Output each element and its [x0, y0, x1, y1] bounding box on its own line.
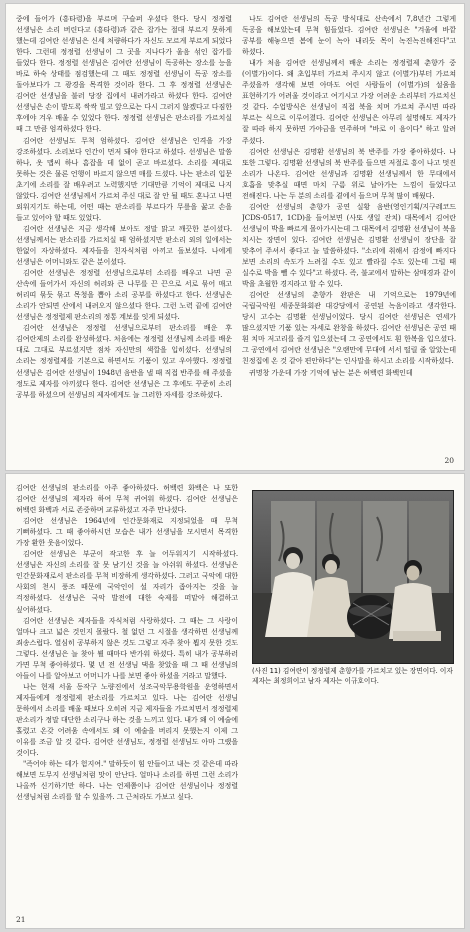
lesson-photo [252, 490, 454, 664]
paragraph: 내가 처음 김여란 선생님께서 배운 소리는 정정렬제 춘향가 중 (이별가)이다. 왜 초입부터 가르쳐 주시지 않고 (이별가)부터 가르쳐 주셨을까 생각해 보면 아마도 여린 사람들이 (이별가)의 설움을 표현하기가 어려울 것이라고 여기시고 가장 어려운 소리부터 가르치신 것 같다. 수업방식은 선생님이 직접 북을 치며 가르쳐 주시면 따라 부르는 식으로 이루어졌다. 김여란 선생님은 아무리 설명해도 제자가 잘 따라 하지 못하면 가야금을 연주하며 "바로 이 음이다" 하고 알려 주셨다. [242, 58, 456, 145]
paragraph: 김여란 선생님도 무척 엄하셨다. 김여란 선생님은 인격을 가장 강조하셨다. 소리보다 인간이 먼저 돼야 한다고 하셨다. 선생님은 말씀 하나, 옷 맵씨 하나 흠잡을 데 없이 곧고 바르셨다. 소리를 제대로 못하는 것은 물론 언행이 바르지 않으면 매를 드셨다. 나는 판소리 입문 초기에 소리를 잘 배우려고 노력했지만 기대만큼 기억이 제대로 나지 않았다. 김여란 선생님께서 가르쳐 주신 대로 잘 안 될 때도 혼나고 나면 외워지기도 하는데, 어떤 때는 판소리를 부르다가 무릎을 꿇고 손을 들고 있어야 할 때도 있었다. [16, 135, 232, 222]
paragraph: 김여란 선생님의 판소리를 아주 좋아하셨다. 허백련 화백은 나 또한 김여란 선생님의 제자라 하여 무척 귀여워 하셨다. 김여란 선생님은 허백련 화백과 서로 존중하며 교류하셨고 자주 만나셨다. [16, 483, 238, 515]
paragraph: 김여란 선생님은 부군이 작고한 후 늘 어두워지기 시작하셨다. 선생님은 자신의 소리를 잘 못 남기신 것을 늘 아쉬워 하셨다. 선생님은 인간문화재로서 판소리를 무척 비장하게 생각하셨다. 그러고 국악에 대한 사회의 천시 풍조 때문에 국악인이 설 자리가 좁아지는 것을 늘 걱정하셨다. 선생님은 국악 발전에 대한 숙제를 떠맡아 해결하고 싶어하셨다. [16, 549, 238, 614]
right-text-column [242, 13, 456, 449]
page-number: 21 [16, 915, 26, 924]
paragraph: "즉어야 하는 데가 험지여." 말하듯이 힘 안들이고 내는 것 같은데 따라 해보면 도무지 선생님처럼 맛이 안난다. 얼마나 소리를 하면 그런 소리가 나올까 신기하기만 하다. 나는 언제쯤이나 김여란 선생님이나 정정렬 선생님처럼 소리를 할 수 있을까. 그 근처라도 가보고 싶다. [16, 759, 238, 802]
paragraph: 김여란 선생님은 지금 생각해 보아도 정말 맑고 깨끗한 분이셨다. 선생님께서는 판소리를 가르치실 때 엄하셨지만 판소리 외의 일에서는 한없이 자상하셨다. 제자들을 친자식처럼 아끼고 돌보셨다. 나에게 선생님은 어머니와도 같은 분이셨다. [16, 223, 232, 267]
paragraph: 귀명창 가운데 가장 기억에 남는 분은 허백련 화백인데 [249, 367, 413, 377]
paragraph: 김여란 선생님은 제자들을 자식처럼 사랑하셨다. 그 때는 그 사랑이 얼마나 크고 넓은 것인지 몰랐다. 철 없던 그 시절을 생각하면 선생님께 죄송스럽다. 열심히 공부하지 않은 것도 그렇고 자주 찾아 뵙지 못한 것도 그렇다. 선생님은 늘 찾아 뵐 때마다 반가워 하셨다. 특히 내가 공부하러 가면 무척 좋아하셨다. 몇 년 전 선생님 댁을 찾았을 때 그 때 선생님의 아들이 나를 알아보고 어머니가 나를 보면 좋아 하셨을 거라고 말했다. [16, 615, 238, 680]
lesson-photo-image [253, 491, 453, 663]
paragraph: 김여란 선생님은 정정렬 선생님으로부터 판소리를 배운 후 김여란제의 소리를 완성하셨다. 처음에는 정정렬 선생님께 소리를 배운 대로 그대로 부르셨지만 점차 자신만의 색깔을 입히셨다. 선생님의 소리는 정정렬제를 기본으로 하면서도 기품이 있고 우아했다. 정정렬 선생님은 김여란 선생님이 1948년 음반을 낼 때 직접 반주를 해 주셨을 정도로 제자를 아끼셨다 한다. 김여란 선생님은 그 후에도 꾸준히 소리 공부를 하셨으며 선생님의 제자에게도 늘 그러한 자세를 강조하셨다. [16, 323, 232, 399]
left-text-column [16, 482, 238, 908]
paragraph: 김여란 선생님의 춘향가 공연 실황 음반(영인기획/지구레코드 JCDS-0517, 1CD)을 들어보면 (사또 생일 잔치) 대목에서 김여란 선생님이 박을 빠르게 몰아가시는데 그 대목에서 김명환 선생님이 북을 치시는 장면이 있다. 김여란 선생님은 김명환 선생님이 장단을 잘 맞추어 주셔서 좋다고 늘 말씀하셨다. "소리에 취해서 감정에 빠지다 보면 소리의 속도가 느려질 수도 있고 빨라질 수도 있는데 그럴 때 실수로 박을 뺄 수 있다"고 하셨다. 즉, 불교에서 말하는 삼매경과 같이 박을 초월한 경지라고 할 수 있다. [242, 201, 456, 289]
page-number: 20 [444, 456, 454, 465]
paragraph: 나는 현재 서울 동작구 노량진에서 성조국악무용학원을 운영하면서 제자들에게 정정렬제 판소리를 가르치고 있다. 나는 김여란 선생님 문하에서 소리를 배울 때보다 오히려 지금 제자들을 가르치면서 정정렬제 판소리가 정말 대단한 소리구나 하는 것을 느끼고 있다. 내가 왜 이 예술에 홀렸고 온갖 어려움 속에서도 왜 이 예술을 버리지 못했는지 이제 그 이유를 조금 알 것 같다. 김여란 선생님도, 정정렬 선생님도 아마 그랬을 것이다. [16, 681, 238, 758]
paragraph: 김여란 선생님은 정정렬 선생님으로부터 소리를 배우고 나면 곧 산속에 들어가서 자신의 허리와 큰 나무를 끈 끈으로 서로 묶어 매고 허리띠 묶듯 묶고 목청을 뽑아 소리 공부를 하셨다고 한다. 선생님은 소리가 안되면 산에서 내려오지 않으셨다 한다. 그런 노력 끝에 김여란 선생님은 정정렬제 판소리의 정통 계보를 잇게 되셨다. [16, 268, 232, 322]
paragraph: 김여란 선생님의 춘향가 완판은 내 기억으로는 1979년에 국립국악원 세종문화회관 대강당에서 공연된 녹음이라고 생각한다. 당시 고수는 김명환 선생님이었다. 당시 김여란 선생님은 연세가 많으셨지만 기품 있는 자세로 완창을 하셨다. 김여란 선생님은 공연 때 흰 치마 저고리를 즐겨 입으셨는데 그 공연에서도 흰 한복을 입으셨다. 그 공연에서 김여란 선생님은 "오랜만에 무대에 서서 떨릴 줄 알았는데 친정집에 온 것 같아 편안하다"는 인사말을 하시고 소리를 시작하셨다. [242, 290, 456, 366]
page-21 [6, 474, 464, 928]
paragraph: 김여란 선생님은 1964년에 인간문화재로 지정되었을 때 무척 기뻐하셨다. 그 때 좋아하시던 모습은 내가 선생님을 모시면서 목격한 가장 환한 웃음이었다. [16, 516, 238, 548]
paragraph: 나도 김여란 선생님의 독공 방식대로 산속에서 7,8년간 그렇게 독공을 해보았는데 무척 힘들었다. 김여란 선생님은 "겨울에 바깥 공부를 해놓으면 봄에 눈이 녹아 내리듯 목이 녹진녹진해진다"고 하셨다. [242, 14, 456, 57]
page-20 [6, 4, 464, 470]
left-text-column [16, 13, 232, 449]
paragraph: 중에 들어가 (흥타령)을 부르며 구슬퍼 우셨다 한다. 당시 정정렬 선생님은 소리 버린다고 (흥타령)과 같은 잡가는 절대 부르지 못하게 했는데 김여란 선생님은 신세 처량하다가 자신도 모르게 부르게 되었다 한다. 그런데 정정렬 선생님이 그 곳을 지나다가 울음 섞인 잡가를 들었다 한다. 정정렬 선생님은 김여란 선생님이 독공하는 장소를 능을 바로 하숙 상태를 점검했는데 그 때도 정정렬 선생님이 독공 장소를 돌아보다가 그 광경을 목격한 것이라 한다. 그 후 정정렬 선생님은 김여란 선생님을 불러 당장 집에서 내려가라고 하셨다 한다. 김여란 선생님은 손이 발도록 싹싹 빌고 앞으로는 다시 그러지 않겠다고 다짐한 후에야 겨우 배울 수 있었다 한다. 정정렬 선생님은 판소리를 가르치실 때 그 만큼 엄격하셨다 한다. [16, 14, 232, 134]
photo-caption: (사진 11) 김여란이 정정렬제 춘향가를 가르치고 있는 장면이다. 이자 제자는 최정희이고 남자 제자는 이규호이다. [252, 667, 453, 685]
paragraph: 김여란 선생님은 김명환 선생님의 북 반주를 가장 좋아하셨다. 나 또한 그렇다. 김명환 선생님의 북 반주를 들으면 저절로 흥이 나고 멋진 소리가 나온다. 김여란 선생님과 김명환 선생님께서 한 무대에서 호흡을 맞추실 때면 마치 구름 위로 날아가는 느낌이 들었다고 전해진다. 나는 두 분의 소리를 곁에서 들으며 무척 많이 배웠다. [242, 146, 456, 200]
